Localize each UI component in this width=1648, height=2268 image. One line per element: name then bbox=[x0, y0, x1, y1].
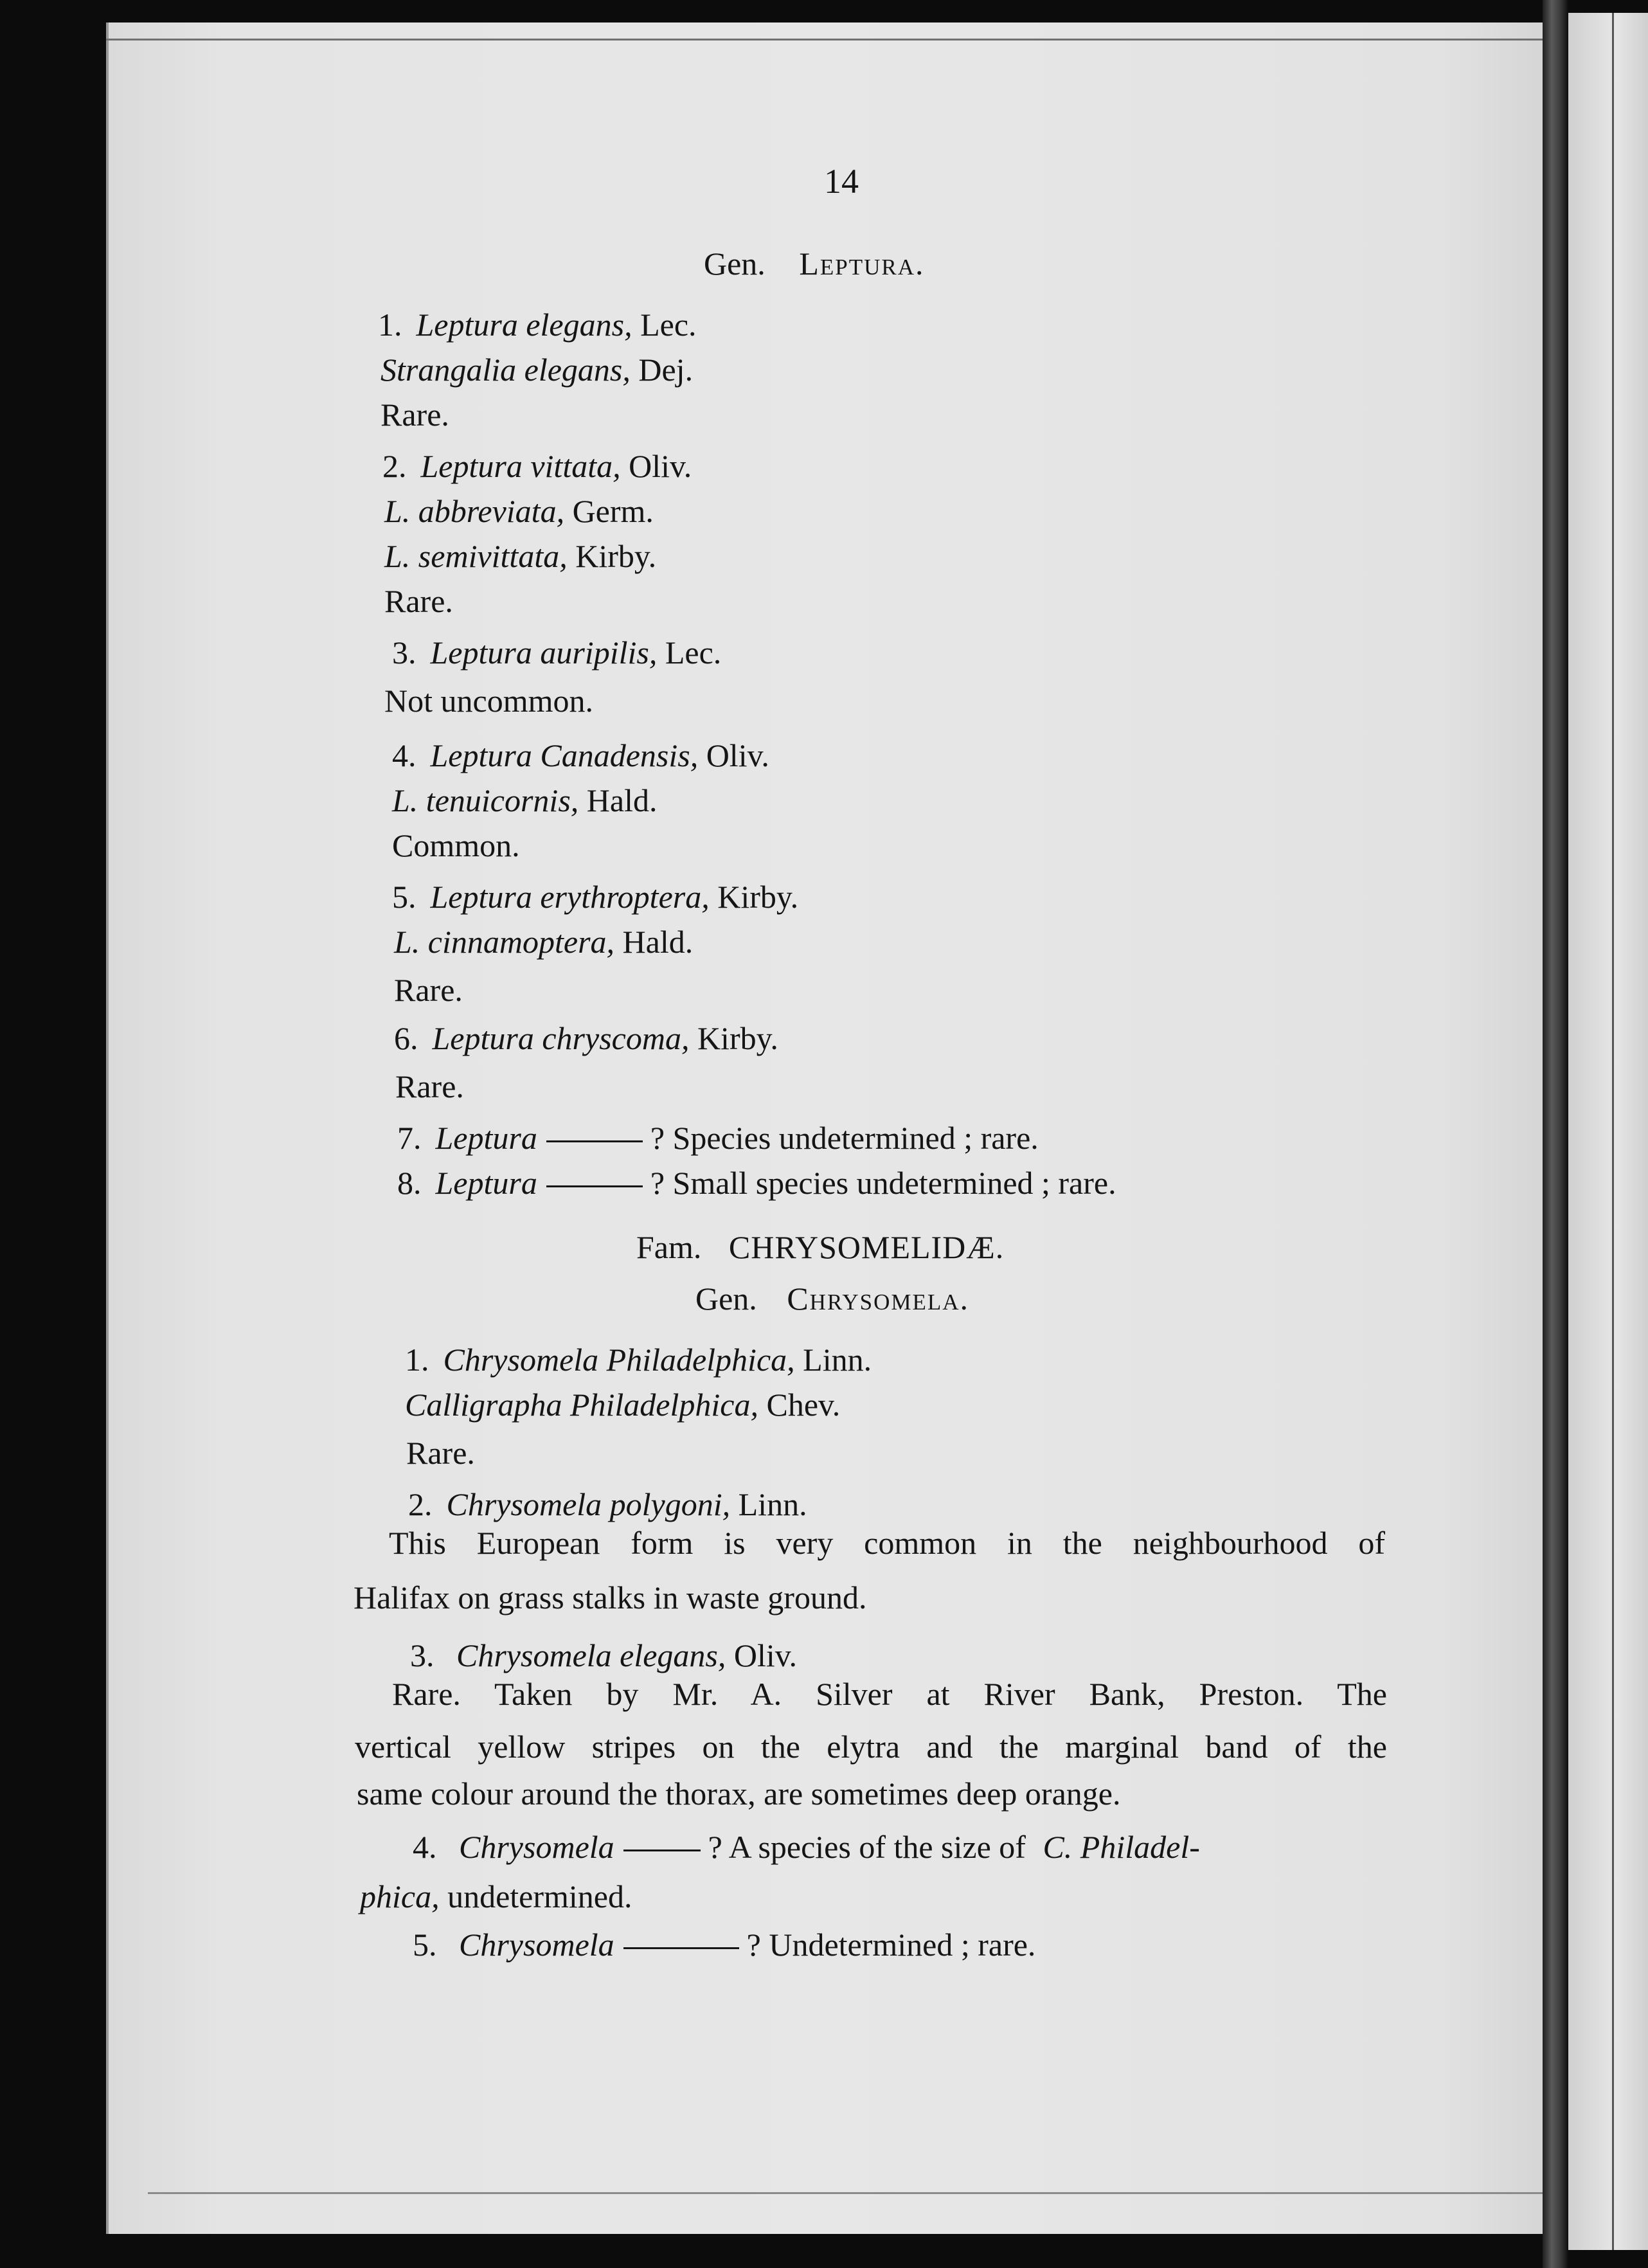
species-entry-undetermined bbox=[397, 1167, 1116, 1199]
blank-dash bbox=[623, 1947, 739, 1949]
heading-name: CHRYSOMELIDÆ. bbox=[728, 1229, 1005, 1265]
species-entry bbox=[384, 585, 453, 617]
species-author: Hald. bbox=[614, 924, 694, 960]
genus-heading-chrysomela bbox=[695, 1282, 969, 1315]
species-author: Linn. bbox=[794, 1342, 872, 1378]
species-reference: phica, bbox=[360, 1878, 440, 1914]
family-heading bbox=[636, 1231, 1004, 1263]
species-entry bbox=[395, 1070, 464, 1102]
entry-note: ? Undetermined ; rare. bbox=[746, 1927, 1036, 1963]
species-name: L. semivittata, bbox=[384, 538, 568, 574]
entry-number: 5. bbox=[392, 879, 416, 915]
species-author: Germ. bbox=[564, 493, 654, 529]
entry-number: 1. bbox=[405, 1342, 429, 1378]
species-author: Linn. bbox=[730, 1486, 807, 1522]
species-name: Leptura elegans, bbox=[416, 307, 632, 343]
entry-note: Rare. bbox=[394, 972, 463, 1008]
entry-number: 3. bbox=[410, 1637, 434, 1673]
entry-note: undetermined. bbox=[439, 1878, 632, 1914]
species-entry bbox=[410, 1639, 797, 1671]
species-entry-undetermined bbox=[397, 1122, 1039, 1154]
species-entry bbox=[405, 1389, 840, 1421]
species-author: Kirby. bbox=[709, 879, 799, 915]
heading-prefix: Gen. bbox=[695, 1281, 757, 1317]
species-name: Chrysomela Philadelphica, bbox=[443, 1342, 795, 1378]
entry-note: Not uncommon. bbox=[384, 683, 593, 719]
entry-note: ? Small species undetermined ; rare. bbox=[650, 1165, 1116, 1201]
species-entry bbox=[384, 540, 656, 572]
species-name: Leptura erythroptera, bbox=[430, 879, 710, 915]
genus-name: Chrysomela bbox=[459, 1829, 614, 1865]
entry-number: 5. bbox=[413, 1927, 437, 1963]
page-bottom-edge bbox=[148, 2192, 1543, 2194]
entry-number: 3. bbox=[392, 634, 416, 670]
species-author: Oliv. bbox=[698, 737, 769, 773]
entry-number: 8. bbox=[397, 1165, 422, 1201]
paragraph-line: This European form is very common in the neighbourhood of bbox=[389, 1525, 1385, 1561]
species-name: Chrysomela elegans, bbox=[456, 1637, 726, 1673]
genus-name: Leptura bbox=[435, 1165, 537, 1201]
species-author: Oliv. bbox=[620, 448, 692, 484]
paragraph-line: Halifax on grass stalks in waste ground. bbox=[354, 1580, 867, 1616]
species-entry bbox=[392, 881, 798, 913]
heading-name: Leptura. bbox=[799, 246, 925, 282]
genus-heading-leptura bbox=[704, 248, 924, 280]
species-name: Leptura auripilis, bbox=[430, 634, 658, 670]
paragraph-line: vertical yellow stripes on the elytra and the marginal band of the bbox=[355, 1729, 1387, 1765]
page-number: 14 bbox=[824, 162, 859, 201]
species-entry bbox=[408, 1488, 807, 1520]
entry-number: 2. bbox=[382, 448, 407, 484]
species-name: L. tenuicornis, bbox=[392, 782, 579, 818]
blank-dash bbox=[546, 1185, 643, 1187]
species-entry bbox=[378, 309, 697, 341]
facing-page-line bbox=[1612, 13, 1614, 2250]
species-author: Kirby. bbox=[689, 1020, 778, 1056]
facing-page-edge bbox=[1568, 13, 1648, 2250]
genus-name: Leptura bbox=[435, 1120, 537, 1156]
paragraph-line: same colour around the thorax, are sometimes deep orange. bbox=[357, 1776, 1121, 1812]
species-author: Dej. bbox=[630, 352, 694, 388]
species-name: L. cinnamoptera, bbox=[394, 924, 615, 960]
species-entry bbox=[394, 1022, 778, 1054]
paragraph-line: Rare. Taken by Mr. A. Silver at River Bank, Preston. The bbox=[392, 1676, 1387, 1712]
species-name: Calligrapha Philadelphica, bbox=[405, 1387, 758, 1423]
species-name: Leptura vittata, bbox=[420, 448, 621, 484]
species-entry bbox=[405, 1344, 872, 1376]
heading-name: Chrysomela. bbox=[787, 1281, 970, 1317]
heading-prefix: Gen. bbox=[704, 246, 766, 282]
paragraph-line bbox=[360, 1880, 632, 1913]
species-entry bbox=[406, 1437, 475, 1469]
species-name: Chrysomela polygoni, bbox=[446, 1486, 731, 1522]
species-entry bbox=[381, 399, 449, 431]
species-name: Leptura Canadensis, bbox=[430, 737, 699, 773]
genus-name: Chrysomela bbox=[459, 1927, 614, 1963]
entry-number: 2. bbox=[408, 1486, 433, 1522]
species-author: Hald. bbox=[578, 782, 658, 818]
species-name: Leptura chryscoma, bbox=[432, 1020, 690, 1056]
species-entry bbox=[384, 685, 593, 717]
page-top-edge bbox=[106, 39, 1543, 40]
species-entry bbox=[392, 829, 520, 861]
entry-note: ? Species undetermined ; rare. bbox=[650, 1120, 1039, 1156]
species-entry bbox=[392, 739, 769, 771]
entry-note: ? A species of the size of bbox=[708, 1829, 1026, 1865]
entry-note: Rare. bbox=[384, 583, 453, 619]
entry-note: Rare. bbox=[395, 1068, 464, 1104]
entry-number: 7. bbox=[397, 1120, 422, 1156]
entry-number: 4. bbox=[392, 737, 416, 773]
entry-note: Rare. bbox=[381, 397, 449, 433]
species-entry bbox=[381, 354, 693, 386]
entry-number: 6. bbox=[394, 1020, 418, 1056]
species-author: Lec. bbox=[657, 634, 722, 670]
blank-dash bbox=[623, 1850, 701, 1851]
species-author: Lec. bbox=[632, 307, 697, 343]
species-entry bbox=[394, 926, 693, 958]
species-author: Oliv. bbox=[726, 1637, 798, 1673]
species-author: Chev. bbox=[758, 1387, 841, 1423]
species-name: Strangalia elegans, bbox=[381, 352, 631, 388]
species-entry bbox=[392, 636, 721, 669]
species-entry bbox=[392, 784, 658, 816]
species-author: Kirby. bbox=[567, 538, 657, 574]
species-entry-undetermined bbox=[413, 1831, 1200, 1863]
entry-note: Common. bbox=[392, 827, 520, 863]
species-entry-undetermined bbox=[413, 1929, 1035, 1961]
species-reference: C. Philadel- bbox=[1043, 1829, 1200, 1865]
entry-number: 4. bbox=[413, 1829, 437, 1865]
blank-dash bbox=[546, 1140, 643, 1142]
entry-note: Rare. bbox=[406, 1435, 475, 1471]
heading-prefix: Fam. bbox=[636, 1229, 702, 1265]
species-entry bbox=[394, 974, 463, 1006]
species-entry bbox=[384, 495, 654, 527]
entry-number: 1. bbox=[378, 307, 402, 343]
book-binding bbox=[1543, 0, 1568, 2268]
species-name: L. abbreviata, bbox=[384, 493, 565, 529]
species-entry bbox=[382, 450, 692, 482]
